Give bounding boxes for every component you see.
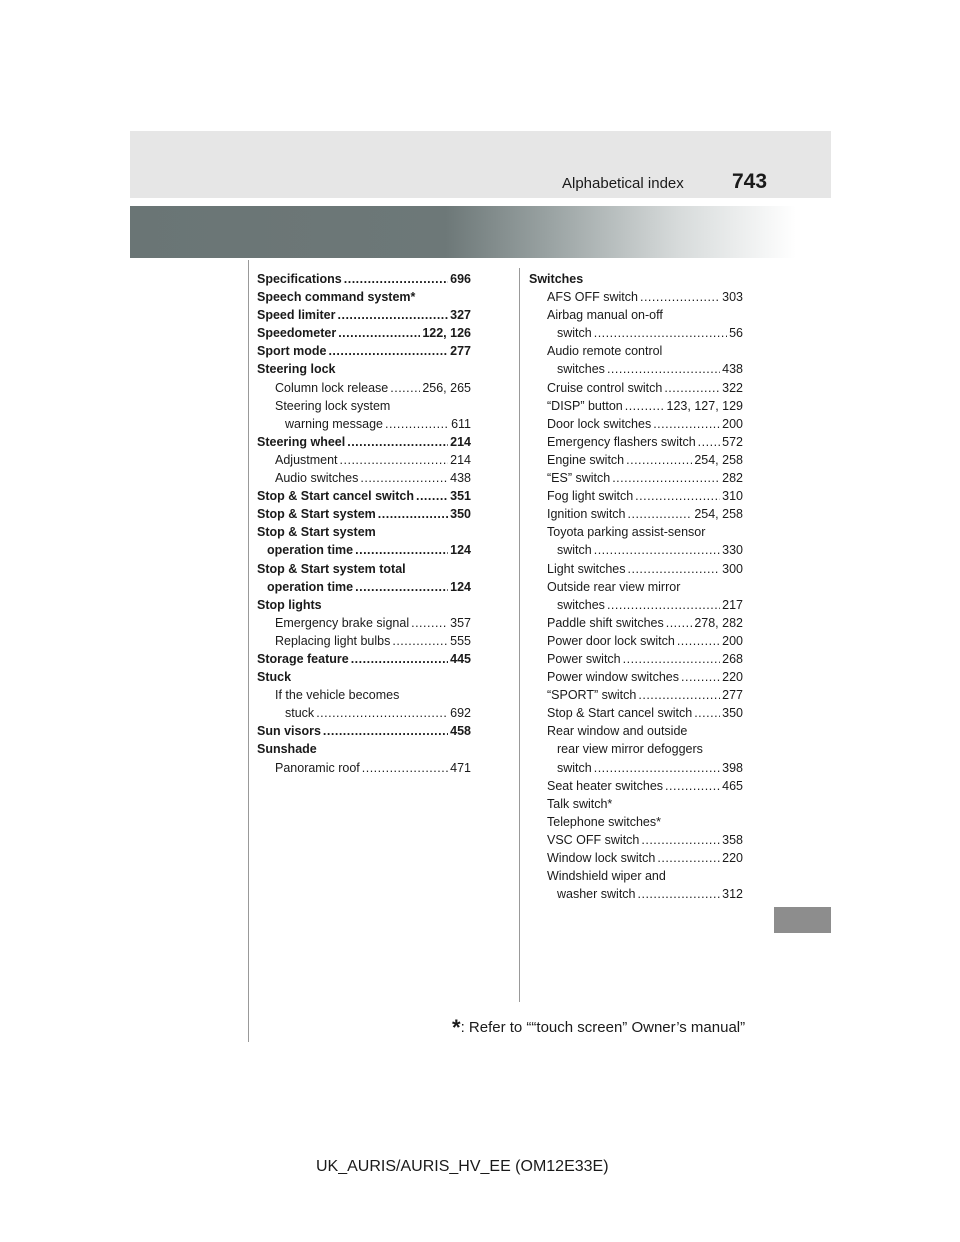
index-entry-leader bbox=[390, 379, 420, 397]
index-entry-text: Window lock switch bbox=[547, 851, 656, 865]
index-entry-page: 438 bbox=[450, 471, 471, 486]
index-entry-leader bbox=[594, 324, 727, 342]
index-entry-text: Power door lock switch bbox=[547, 633, 675, 648]
index-entry-text: Airbag manual on-off bbox=[547, 308, 663, 323]
index-entry-page: 200 bbox=[722, 633, 743, 648]
index-entry bbox=[257, 451, 471, 469]
index-entry-page: 256, 265 bbox=[422, 380, 471, 395]
index-entry-leader bbox=[340, 451, 449, 469]
index-entry bbox=[529, 288, 743, 306]
index-entry-page: 122, 126 bbox=[422, 326, 471, 341]
index-entry bbox=[529, 523, 743, 541]
index-entry-text: Stop & Start system bbox=[257, 507, 376, 522]
index-entry-text: Adjustment bbox=[275, 452, 338, 467]
index-entry bbox=[529, 704, 743, 722]
footnote-symbol: * bbox=[452, 1015, 461, 1040]
index-entry bbox=[257, 596, 471, 614]
index-entry-leader bbox=[623, 650, 721, 668]
index-entry-leader bbox=[640, 288, 720, 306]
index-entry-page: 555 bbox=[450, 633, 471, 648]
index-entry-text: Paddle shift switches bbox=[547, 615, 664, 630]
index-entry-leader bbox=[638, 885, 721, 903]
index-entry-page: 200 bbox=[722, 416, 743, 431]
index-entry-page: 692 bbox=[450, 706, 471, 721]
index-entry-text: Audio switches bbox=[275, 471, 359, 486]
column-divider bbox=[519, 268, 520, 1002]
index-entry-page: 268 bbox=[722, 651, 743, 666]
index-entry-leader bbox=[338, 324, 420, 342]
index-entry bbox=[529, 650, 743, 668]
index-entry-leader bbox=[681, 668, 720, 686]
index-entry bbox=[529, 632, 743, 650]
index-entry bbox=[257, 541, 471, 559]
index-entry-leader bbox=[641, 831, 720, 849]
index-column-right bbox=[529, 270, 743, 903]
index-entry-text: Outside rear view mirror bbox=[547, 579, 681, 594]
index-entry-text: Power window switches bbox=[547, 670, 679, 685]
index-entry-page: 438 bbox=[722, 362, 743, 377]
index-entry-leader bbox=[338, 306, 449, 324]
index-entry-text: Stop lights bbox=[257, 597, 322, 612]
index-entry-page: 350 bbox=[450, 507, 471, 522]
index-entry-text: Stop & Start system bbox=[257, 525, 376, 540]
index-entry bbox=[529, 795, 743, 813]
index-entry bbox=[529, 342, 743, 360]
index-entry bbox=[257, 650, 471, 668]
index-entry-leader bbox=[607, 360, 720, 378]
index-entry-leader bbox=[392, 632, 448, 650]
footnote bbox=[452, 1015, 745, 1041]
index-entry-leader bbox=[664, 379, 720, 397]
index-entry-page: 220 bbox=[722, 851, 743, 865]
index-entry-leader bbox=[638, 686, 720, 704]
index-entry-text: operation time bbox=[267, 543, 354, 558]
index-entry-page: 465 bbox=[722, 778, 743, 793]
index-entry-text: Light switches bbox=[547, 561, 626, 576]
index-entry bbox=[529, 487, 743, 505]
index-entry-text: Fog light switch bbox=[547, 489, 634, 504]
index-entry-leader bbox=[635, 487, 720, 505]
index-entry-text: Power switch bbox=[547, 651, 621, 666]
index-entry-leader bbox=[385, 415, 449, 433]
index-entry-page: 254, 258 bbox=[694, 452, 743, 467]
index-entry-leader bbox=[607, 596, 720, 614]
index-entry-text: Stop & Start cancel switch bbox=[547, 706, 693, 721]
index-entry-text: “DISP” button bbox=[547, 398, 623, 413]
index-entry-leader bbox=[677, 632, 720, 650]
index-entry-text: warning message bbox=[285, 416, 383, 431]
index-entry-leader bbox=[328, 342, 448, 360]
index-entry bbox=[529, 596, 743, 614]
index-entry bbox=[529, 560, 743, 578]
index-entry bbox=[257, 740, 471, 758]
index-entry bbox=[257, 704, 471, 722]
index-entry bbox=[529, 813, 743, 831]
index-entry-page: 696 bbox=[450, 272, 471, 286]
index-entry bbox=[257, 578, 471, 596]
index-entry-leader bbox=[347, 433, 448, 451]
header-band bbox=[130, 131, 831, 198]
index-entry bbox=[257, 632, 471, 650]
index-entry-page: 278, 282 bbox=[694, 615, 743, 630]
index-entry bbox=[529, 360, 743, 378]
index-entry-leader bbox=[378, 505, 448, 523]
index-entry-text: AFS OFF switch bbox=[547, 290, 638, 305]
index-entry-text: Steering lock system bbox=[275, 398, 391, 413]
index-entry-leader bbox=[698, 433, 720, 451]
index-entry-leader bbox=[362, 759, 448, 777]
index-entry-text: operation time bbox=[267, 579, 354, 594]
index-entry-text: washer switch bbox=[557, 887, 636, 902]
index-entry bbox=[529, 379, 743, 397]
index-entry-page: 358 bbox=[722, 832, 743, 847]
index-entry-leader bbox=[416, 487, 448, 505]
index-entry-text: Engine switch bbox=[547, 452, 625, 467]
index-entry bbox=[529, 306, 743, 324]
index-entry-page: 350 bbox=[722, 706, 743, 721]
index-entry-text: rear view mirror defoggers bbox=[557, 742, 703, 757]
index-entry bbox=[529, 397, 743, 415]
index-entry bbox=[257, 560, 471, 578]
index-entry-page: 310 bbox=[722, 489, 743, 504]
index-entry-text: Sunshade bbox=[257, 742, 317, 757]
index-entry-leader bbox=[666, 614, 693, 632]
index-entry-page: 220 bbox=[722, 670, 743, 685]
index-entry-text: Speech command system* bbox=[257, 290, 416, 305]
index-entry bbox=[257, 469, 471, 487]
index-entry bbox=[529, 777, 743, 795]
index-entry-text: Door lock switches bbox=[547, 416, 652, 431]
index-entry-text: Toyota parking assist-sensor bbox=[547, 525, 706, 540]
index-entry-text: “SPORT” switch bbox=[547, 688, 637, 703]
index-entry-leader bbox=[594, 759, 720, 777]
index-entry bbox=[529, 885, 743, 903]
index-entry-page: 471 bbox=[450, 760, 471, 775]
index-entry bbox=[257, 505, 471, 523]
index-column-left bbox=[257, 270, 471, 777]
index-entry-text: Seat heater switches bbox=[547, 778, 664, 793]
index-entry bbox=[529, 578, 743, 596]
left-margin-rule bbox=[248, 260, 249, 1042]
index-entry-text: switch bbox=[557, 326, 592, 341]
index-entry-text: Sport mode bbox=[257, 344, 327, 359]
index-entry-page: 124 bbox=[450, 543, 471, 558]
index-entry bbox=[257, 759, 471, 777]
index-entry-text: Specifications bbox=[257, 272, 342, 286]
index-entry-text: Telephone switches* bbox=[547, 814, 661, 829]
index-entry bbox=[529, 686, 743, 704]
index-entry-page: 217 bbox=[722, 597, 743, 612]
index-entry bbox=[257, 324, 471, 342]
index-entry-leader bbox=[323, 722, 448, 740]
index-entry-page: 214 bbox=[450, 452, 471, 467]
index-entry-leader bbox=[665, 777, 720, 795]
index-entry-text: Stop & Start system total bbox=[257, 561, 406, 576]
index-entry-page: 330 bbox=[722, 543, 743, 558]
index-entry-page: 322 bbox=[722, 380, 743, 395]
index-entry bbox=[257, 668, 471, 686]
index-entry-leader bbox=[594, 541, 720, 559]
section-title: Alphabetical index bbox=[562, 175, 684, 192]
index-entry-text: Cruise control switch bbox=[547, 380, 663, 395]
index-entry-leader bbox=[355, 578, 448, 596]
index-entry-leader bbox=[351, 650, 448, 668]
index-entry bbox=[529, 505, 743, 523]
index-entry bbox=[529, 433, 743, 451]
index-entry bbox=[257, 360, 471, 378]
index-entry bbox=[529, 722, 743, 740]
index-entry bbox=[257, 306, 471, 324]
index-entry bbox=[529, 541, 743, 559]
index-entry-page: 214 bbox=[450, 434, 471, 449]
index-entry bbox=[257, 686, 471, 704]
index-entry bbox=[529, 270, 743, 288]
index-entry-leader bbox=[316, 704, 448, 722]
index-entry-leader bbox=[612, 469, 720, 487]
index-entry bbox=[257, 722, 471, 740]
index-entry bbox=[529, 324, 743, 342]
index-entry-text: Steering wheel bbox=[257, 434, 346, 449]
index-entry-text: Rear window and outside bbox=[547, 724, 688, 739]
index-entry-text: Audio remote control bbox=[547, 344, 663, 359]
index-entry-leader bbox=[628, 505, 693, 523]
index-entry-leader bbox=[653, 415, 720, 433]
index-entry-text: If the vehicle becomes bbox=[275, 688, 400, 703]
index-entry bbox=[257, 614, 471, 632]
index-entry-page: 254, 258 bbox=[694, 507, 743, 522]
index-entry-text: Storage feature bbox=[257, 651, 349, 666]
index-entry-text: Panoramic roof bbox=[275, 760, 360, 775]
index-entry bbox=[257, 342, 471, 360]
index-entry-text: switch bbox=[557, 543, 592, 558]
index-entry bbox=[257, 487, 471, 505]
index-entry-text: Sun visors bbox=[257, 724, 321, 739]
index-entry bbox=[529, 668, 743, 686]
index-entry-page: 277 bbox=[450, 344, 471, 359]
index-entry-text: Steering lock bbox=[257, 362, 336, 377]
index-entry-text: Replacing light bulbs bbox=[275, 633, 391, 648]
index-entry-leader bbox=[411, 614, 448, 632]
index-entry-page: 282 bbox=[722, 471, 743, 486]
index-entry-text: switches bbox=[557, 597, 605, 612]
index-entry-text: “ES” switch bbox=[547, 471, 611, 486]
index-entry bbox=[257, 523, 471, 541]
index-entry-page: 303 bbox=[722, 290, 743, 305]
index-entry-leader bbox=[344, 270, 448, 288]
index-entry-page: 357 bbox=[450, 615, 471, 630]
index-entry-page: 458 bbox=[450, 724, 471, 739]
index-entry-page: 445 bbox=[450, 651, 471, 666]
index-entry bbox=[257, 415, 471, 433]
header-gradient-bar bbox=[130, 206, 831, 258]
index-entry-leader bbox=[360, 469, 448, 487]
index-entry-page: 124 bbox=[450, 579, 471, 594]
index-entry bbox=[257, 397, 471, 415]
index-entry-text: Emergency flashers switch bbox=[547, 434, 696, 449]
index-entry-text: switch bbox=[557, 760, 592, 775]
index-entry-page: 312 bbox=[722, 887, 743, 902]
index-entry-page: 572 bbox=[722, 434, 743, 449]
index-entry-page: 56 bbox=[729, 326, 743, 341]
index-entry-text: Windshield wiper and bbox=[547, 869, 666, 884]
index-entry-text: Stop & Start cancel switch bbox=[257, 489, 414, 504]
index-entry-leader bbox=[625, 397, 665, 415]
index-entry-page: 277 bbox=[722, 688, 743, 703]
document-code: UK_AURIS/AURIS_HV_EE (OM12E33E) bbox=[316, 1158, 609, 1175]
index-entry bbox=[529, 415, 743, 433]
index-entry bbox=[529, 867, 743, 885]
index-entry-text: VSC OFF switch bbox=[547, 832, 640, 847]
index-entry-text: Speedometer bbox=[257, 326, 337, 341]
index-entry-text: Switches bbox=[529, 272, 584, 286]
index-entry bbox=[257, 270, 471, 288]
index-entry bbox=[529, 469, 743, 487]
index-entry-text: Talk switch* bbox=[547, 796, 613, 811]
index-entry bbox=[257, 433, 471, 451]
index-entry bbox=[529, 759, 743, 777]
index-entry-text: Stuck bbox=[257, 670, 292, 685]
index-entry-page: 398 bbox=[722, 760, 743, 775]
index-entry-page: 327 bbox=[450, 308, 471, 323]
index-entry-page: 300 bbox=[722, 561, 743, 576]
index-entry bbox=[529, 740, 743, 758]
index-entry-text: stuck bbox=[285, 706, 315, 721]
index-entry-leader bbox=[628, 560, 721, 578]
index-entry-text: Speed limiter bbox=[257, 308, 336, 323]
index-entry-leader bbox=[694, 704, 720, 722]
index-entry-leader bbox=[657, 849, 720, 867]
page-number: 743 bbox=[732, 170, 768, 193]
index-entry bbox=[529, 451, 743, 469]
index-entry bbox=[529, 614, 743, 632]
index-entry-text: switches bbox=[557, 362, 605, 377]
index-entry-page: 123, 127, 129 bbox=[666, 398, 743, 413]
index-entry-leader bbox=[626, 451, 692, 469]
index-entry-text: Ignition switch bbox=[547, 507, 626, 522]
index-entry bbox=[529, 831, 743, 849]
index-tab-marker bbox=[774, 907, 831, 933]
index-entry-page: 611 bbox=[451, 416, 471, 431]
index-entry-text: Column lock release bbox=[275, 380, 389, 395]
index-entry bbox=[257, 288, 471, 306]
index-entry-leader bbox=[355, 541, 448, 559]
footnote-text: : Refer to ““touch screen” Owner’s manual” bbox=[460, 1019, 746, 1036]
index-entry bbox=[529, 849, 743, 867]
index-entry-text: Emergency brake signal bbox=[275, 615, 410, 630]
index-entry-page: 351 bbox=[450, 489, 471, 504]
index-entry bbox=[257, 379, 471, 397]
